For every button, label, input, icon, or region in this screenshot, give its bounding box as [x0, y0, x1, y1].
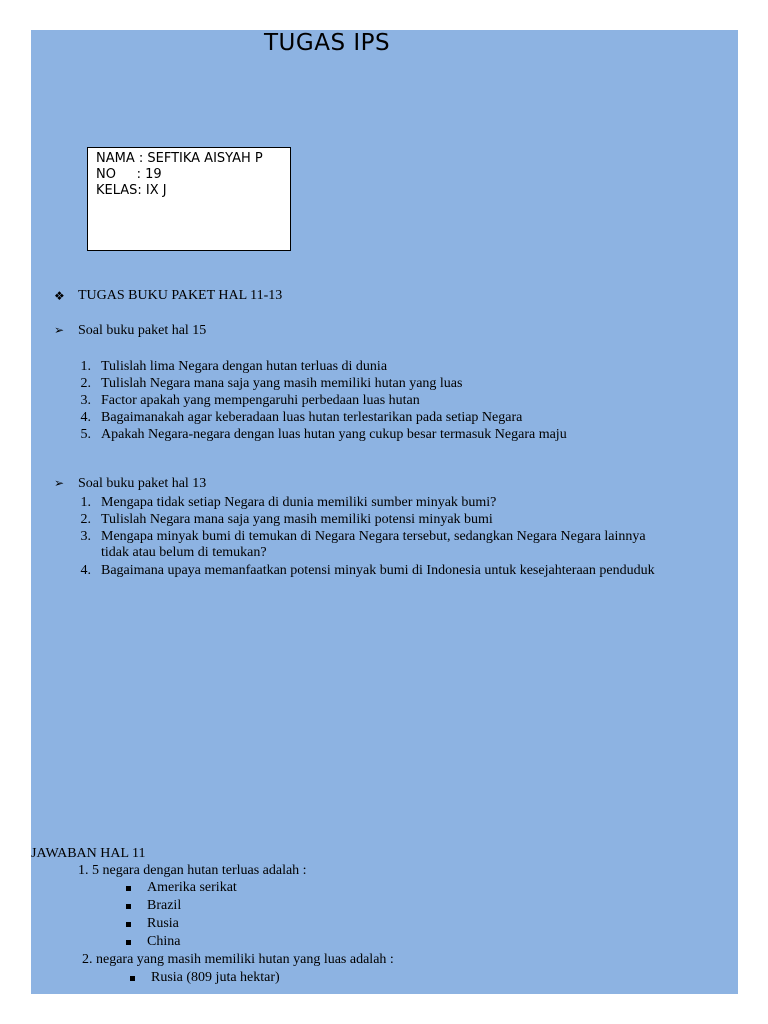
student-number: NO : 19 — [96, 167, 162, 182]
arrow-bullet-icon: ➢ — [54, 476, 65, 490]
diamond-bullet-icon: ❖ — [54, 289, 65, 303]
square-bullet-icon — [126, 886, 131, 891]
question-number: 1. — [80, 495, 91, 510]
question-number: 4. — [80, 410, 91, 425]
answer-list-item: China — [147, 934, 181, 949]
section-heading-hal-13: Soal buku paket hal 13 — [78, 476, 207, 491]
answer-heading: JAWABAN HAL 11 — [31, 846, 146, 861]
square-bullet-icon — [126, 940, 131, 945]
arrow-bullet-icon: ➢ — [54, 323, 65, 337]
answer-list-item: Rusia (809 juta hektar) — [151, 970, 280, 985]
student-name: NAMA : SEFTIKA AISYAH P — [96, 151, 263, 166]
question-number: 3. — [80, 529, 91, 544]
square-bullet-icon — [126, 922, 131, 927]
question-text: Mengapa tidak setiap Negara di dunia memiliki sumber minyak bumi? — [101, 495, 497, 510]
question-text: Bagaimanakah agar keberadaan luas hutan terlestarikan pada setiap Negara — [101, 410, 523, 425]
question-number: 1. — [80, 359, 91, 374]
answer-list-item: Amerika serikat — [147, 880, 237, 895]
square-bullet-icon — [130, 976, 135, 981]
question-number: 3. — [80, 393, 91, 408]
question-text: Bagaimana upaya memanfaatkan potensi minyak bumi di Indonesia untuk kesejahteraan penduduk — [101, 563, 655, 578]
document-page — [31, 30, 738, 994]
question-text-continued: tidak atau belum di temukan? — [101, 545, 267, 560]
question-text: Mengapa minyak bumi di temukan di Negara Negara tersebut, sedangkan Negara Negara lainnya — [101, 529, 646, 544]
answer-item: 2. negara yang masih memiliki hutan yang luas adalah : — [82, 952, 394, 967]
question-number: 2. — [80, 376, 91, 391]
page-title: TUGAS IPS — [264, 30, 391, 56]
question-number: 5. — [80, 427, 91, 442]
square-bullet-icon — [126, 904, 131, 909]
student-info-box — [87, 147, 291, 251]
answer-list-item: Brazil — [147, 898, 182, 913]
question-number: 2. — [80, 512, 91, 527]
student-class: KELAS: IX J — [96, 183, 167, 198]
answer-list-item: Rusia — [147, 916, 179, 931]
section-heading-hal-15: Soal buku paket hal 15 — [78, 323, 207, 338]
question-text: Tulislah Negara mana saja yang masih memiliki hutan yang luas — [101, 376, 463, 391]
task-heading: TUGAS BUKU PAKET HAL 11-13 — [78, 288, 283, 303]
answer-item: 1. 5 negara dengan hutan terluas adalah : — [78, 863, 307, 878]
question-text: Factor apakah yang mempengaruhi perbedaan luas hutan — [101, 393, 420, 408]
question-number: 4. — [80, 563, 91, 578]
question-text: Tulislah lima Negara dengan hutan terluas di dunia — [101, 359, 388, 374]
question-text: Tulislah Negara mana saja yang masih memiliki potensi minyak bumi — [101, 512, 493, 527]
question-text: Apakah Negara-negara dengan luas hutan yang cukup besar termasuk Negara maju — [101, 427, 567, 442]
